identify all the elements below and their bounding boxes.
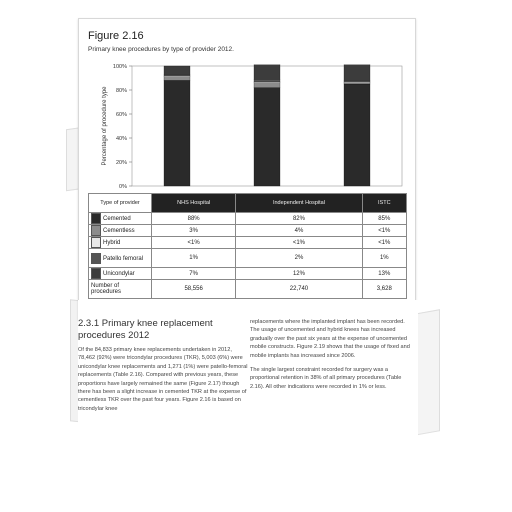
table-cell: 88% [152,213,236,225]
bar-segment [344,82,370,83]
table-header-cell: Independent Hospital [236,194,362,213]
table-cell: 12% [236,268,362,280]
table-row [89,268,407,280]
text-column-left [78,346,248,419]
table-cell: <1% [236,237,362,249]
y-tick-label: 80% [115,88,127,94]
y-axis-label: Percentage of procedure type [102,86,108,166]
bar-segment [164,76,190,77]
bar-segment [164,80,190,186]
table-row [89,225,407,237]
table-cell: 58,556 [152,280,236,299]
row-label-text: Hybrid [103,240,121,247]
row-label-text: Number of procedures [91,283,122,295]
table-row-label [89,213,152,225]
legend-swatch [91,225,101,236]
y-tick-label: 100% [112,64,127,70]
table-cell: 82% [236,213,362,225]
figure-title: Figure 2.16 [88,30,144,42]
row-label-text: Patello femoral [103,255,144,262]
bar-segment [254,65,280,79]
y-tick-label: 60% [115,112,127,118]
table-cell: 1% [152,249,236,268]
legend-swatch [91,213,101,224]
body-paragraph: The single largest constraint recorded for surgery was a proportional retention in 38% of all primary procedures (Table 2.16). All other indications were recorded in 1% or less. [250,367,402,390]
table-cell: 4% [236,225,362,237]
y-tick-label: 0% [119,184,127,190]
table-header-row [89,194,407,213]
legend-swatch [91,237,101,248]
table-row [89,249,407,268]
table-row-label [89,225,152,237]
body-paragraph: Of the 84,833 primary knee replacements undertaken in 2012, 78,462 (92%) were tricondylar procedures (TKR), 5,003 (6%) were unicondylar knee replacements and 1,271 (1%) were patello-femoral replacements (Table 2.16). Compared with previous years, these proportions have largely remained the same (Figure 2.17) though there has been a slight increase in cemented TKR at the expense of cementless TKR over the past four years. Figure 2.16 is based on tricondylar knee [78,347,248,412]
figure-subtitle: Primary knee procedures by type of provider 2012. [88,46,234,53]
y-tick-label: 20% [115,160,127,166]
page-fade [60,430,460,460]
table-cell: 7% [152,268,236,280]
table-cell: <1% [152,237,236,249]
table-row-label [89,268,152,280]
bar-segment [254,88,280,186]
table-cell: 85% [362,213,406,225]
legend-swatch [91,253,101,264]
procedure-table [88,193,407,299]
bar-segment [254,79,280,81]
text-column-right [250,318,410,397]
bar-segment [254,83,280,88]
bar-segment [164,77,190,81]
table-cell: <1% [362,225,406,237]
table-cell: 3% [152,225,236,237]
legend-swatch [91,268,101,279]
table-cell: <1% [362,237,406,249]
bar-segment [254,82,280,83]
bar-segment [344,65,370,81]
table-cell: 22,740 [236,280,362,299]
row-label-text: Cementless [103,228,135,235]
row-label-text: Cemented [103,216,131,223]
table-header-cell: ISTC [362,194,406,213]
table-header-cell: Type of provider [89,194,152,213]
y-tick-label: 40% [115,136,127,142]
table-row-label [89,249,152,268]
bar-segment [344,83,370,84]
section-title: 2.3.1 Primary knee replacement procedures 2012 [78,318,213,341]
table-cell: 1% [362,249,406,268]
table-row [89,237,407,249]
stacked-bar-chart [78,58,408,193]
table-header-cell: NHS Hospital [152,194,236,213]
table-row [89,213,407,225]
bar-segment [164,74,190,75]
bar-segment [344,80,370,81]
table-cell: 3,628 [362,280,406,299]
row-label-text: Unicondylar [103,271,135,278]
table-row [89,280,407,299]
table-row-label [89,280,152,299]
table-cell: 13% [362,268,406,280]
bar-segment [164,66,190,74]
table-cell: 2% [236,249,362,268]
table-row-label [89,237,152,249]
bar-segment [344,84,370,186]
body-paragraph: replacements where the implanted implant has been recorded. The usage of uncemented and hybrid knees has increased gradually over the past six years at the expense of uncemented mobile constructs. Figure 2.19 shows that the usage of fixed and mobile implants has increased since 2006. [250,319,410,359]
